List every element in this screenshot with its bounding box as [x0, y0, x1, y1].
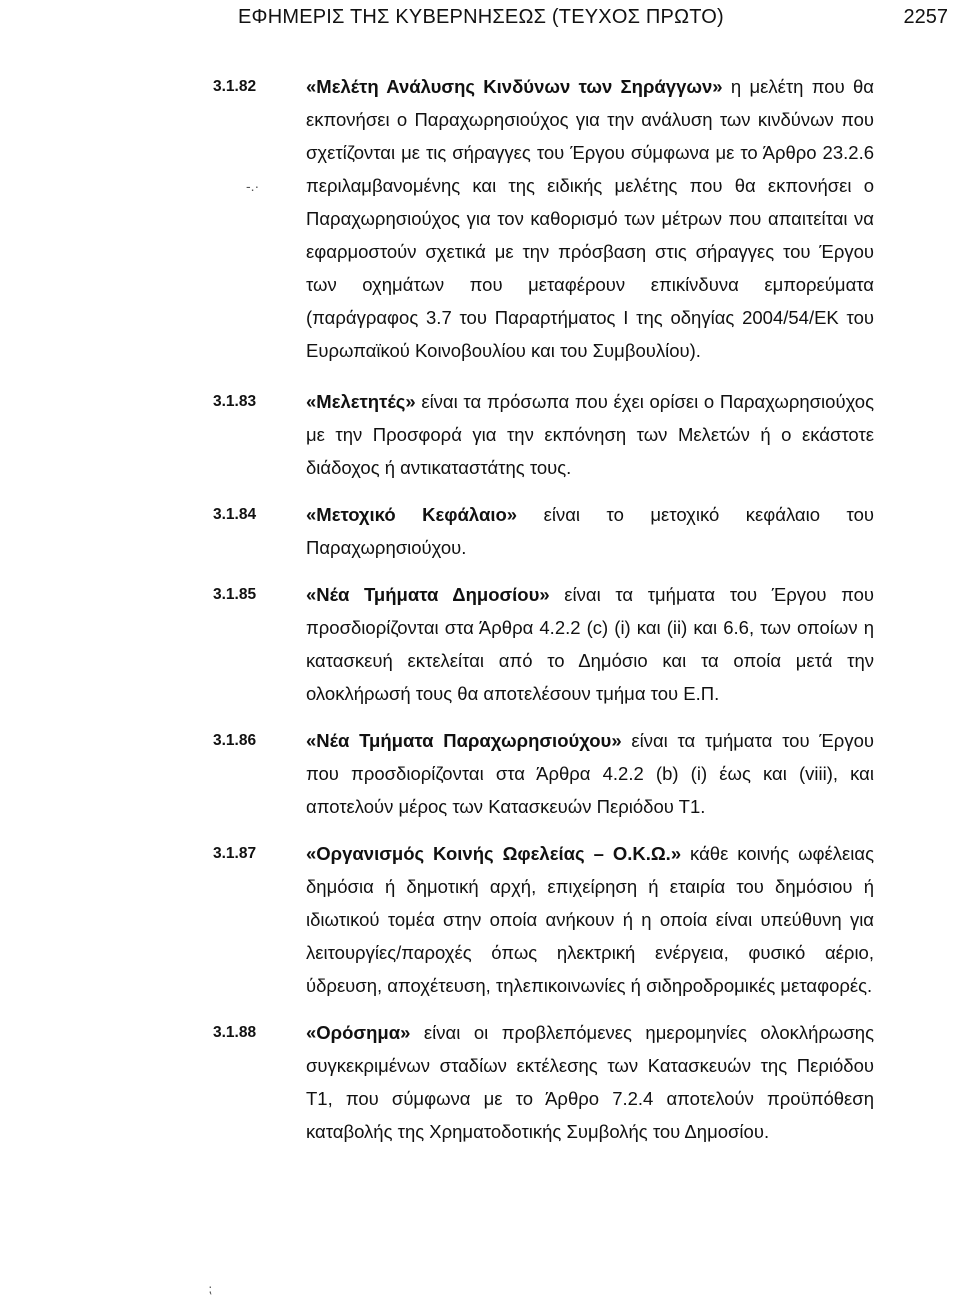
definition-text: είναι τα τμήματα του Έργου που προσδιορίζονται στα Άρθρα 4.2.2 (b) (i) έως και (viii), και αποτελούν μέρος των Κατασκευών Περιόδου Τ1. [306, 730, 874, 817]
clause-body [306, 498, 874, 564]
clause-3-1-84 [0, 498, 960, 564]
clause-body [306, 385, 874, 484]
gazette-title: ΕΦΗΜΕΡΙΣ ΤΗΣ ΚΥΒΕΡΝΗΣΕΩΣ (ΤΕΥΧΟΣ ΠΡΩΤΟ) [238, 6, 724, 28]
defined-term: «Μελέτη Ανάλυσης Κινδύνων των Σηράγγων» [306, 76, 723, 97]
clause-3-1-87 [0, 837, 960, 1002]
definition-text: κάθε κοινής ωφέλειας δημόσια ή δημοτική αρχή, επιχείρηση ή εταιρία του δημόσιου ή ιδιωτικού τομέα στην οποία ανήκουν ή η οποία είναι υπεύθυνη για λειτουργίες/παροχές όπως ηλεκτρική ενέργεια, φυσικό αέριο, ύδρευση, αποχέτευση, τηλεπικοινωνίες ή σιδηροδρομικές μεταφορές. [306, 843, 874, 996]
clause-3-1-82 [0, 70, 960, 367]
definition-text: είναι τα πρόσωπα που έχει ορίσει ο Παραχωρησιούχος με την Προσφορά για την εκπόνηση των Μελετών ή ο εκάστοτε διάδοχος ή αντικαταστάτης τους. [306, 391, 874, 478]
defined-term: «Νέα Τμήματα Δημοσίου» [306, 584, 550, 605]
definition-text: είναι οι προβλεπόμενες ημερομηνίες ολοκλήρωσης συγκεκριμένων σταδίων εκτέλεσης των Κατασκευών της Περιόδου Τ1, που σύμφωνα με το Άρθρο 7.2.4 αποτελούν προϋπόθεση καταβολής της Χρηματοδοτικής Συμβολής του Δημοσίου. [306, 1022, 874, 1142]
clause-3-1-85 [0, 578, 960, 710]
clause-number: 3.1.85 [213, 586, 257, 603]
clause-body [306, 1016, 874, 1148]
clause-3-1-83 [0, 385, 960, 484]
clause-body [306, 837, 874, 1002]
defined-term: «Ορόσημα» [306, 1022, 411, 1043]
definition-text: είναι τα τμήματα του Έργου που προσδιορίζονται στα Άρθρα 4.2.2 (c) (i) και (ii) και 6.6, των οποίων η κατασκευή εκτελείται από το Δημόσιο και τα οποία μετά την ολοκλήρωσή τους θα αποτελέσουν τμήμα του Ε.Π. [306, 584, 874, 704]
clause-number: 3.1.87 [213, 845, 257, 862]
definition-text: είναι το μετοχικό κεφάλαιο του Παραχωρησιούχου. [306, 504, 874, 558]
clause-number: 3.1.88 [213, 1024, 257, 1041]
defined-term: «Μετοχικό Κεφάλαιο» [306, 504, 518, 525]
margin-mark: -.· [246, 178, 260, 194]
page-number: 2257 [903, 6, 948, 28]
defined-term: «Νέα Τμήματα Παραχωρησιούχου» [306, 730, 622, 751]
definition-text: η μελέτη που θα εκπονήσει ο Παραχωρησιούχος για την ανάλυση των κινδύνων που σχετίζονται με τις σήραγγες του Έργου σύμφωνα με το Άρθρο 23.2.6 περιλαμβανομένης και της ειδικής μελέτης που θα εκπονήσει ο Παραχωρησιούχος για τον καθορισμό των μέτρων που απαιτείται να εφαρμοστούν σχετικά με την πρόσβαση στις σήραγγες του Έργου των οχημάτων που μεταφέρουν επικίνδυνα εμπορεύματα (παράγραφος 3.7 του Παραρτήματος I της οδηγίας 2004/54/ΕΚ του Ευρωπαϊκού Κοινοβουλίου και του Συμβουλίου). [306, 76, 874, 361]
definitions-list [0, 70, 960, 1148]
clause-number: 3.1.82 [213, 78, 257, 95]
clause-body [306, 70, 874, 367]
clause-3-1-86 [0, 724, 960, 823]
defined-term: «Μελετητές» [306, 391, 416, 412]
clause-3-1-88 [0, 1016, 960, 1148]
clause-number: 3.1.86 [213, 732, 257, 749]
clause-body [306, 724, 874, 823]
clause-body [306, 578, 874, 710]
defined-term: «Οργανισμός Κοινής Ωφελείας – Ο.Κ.Ω.» [306, 843, 682, 864]
margin-mark: ⁏ [208, 1282, 213, 1296]
page-header [0, 2, 960, 42]
clause-number: 3.1.84 [213, 506, 257, 523]
clause-number: 3.1.83 [213, 393, 257, 410]
